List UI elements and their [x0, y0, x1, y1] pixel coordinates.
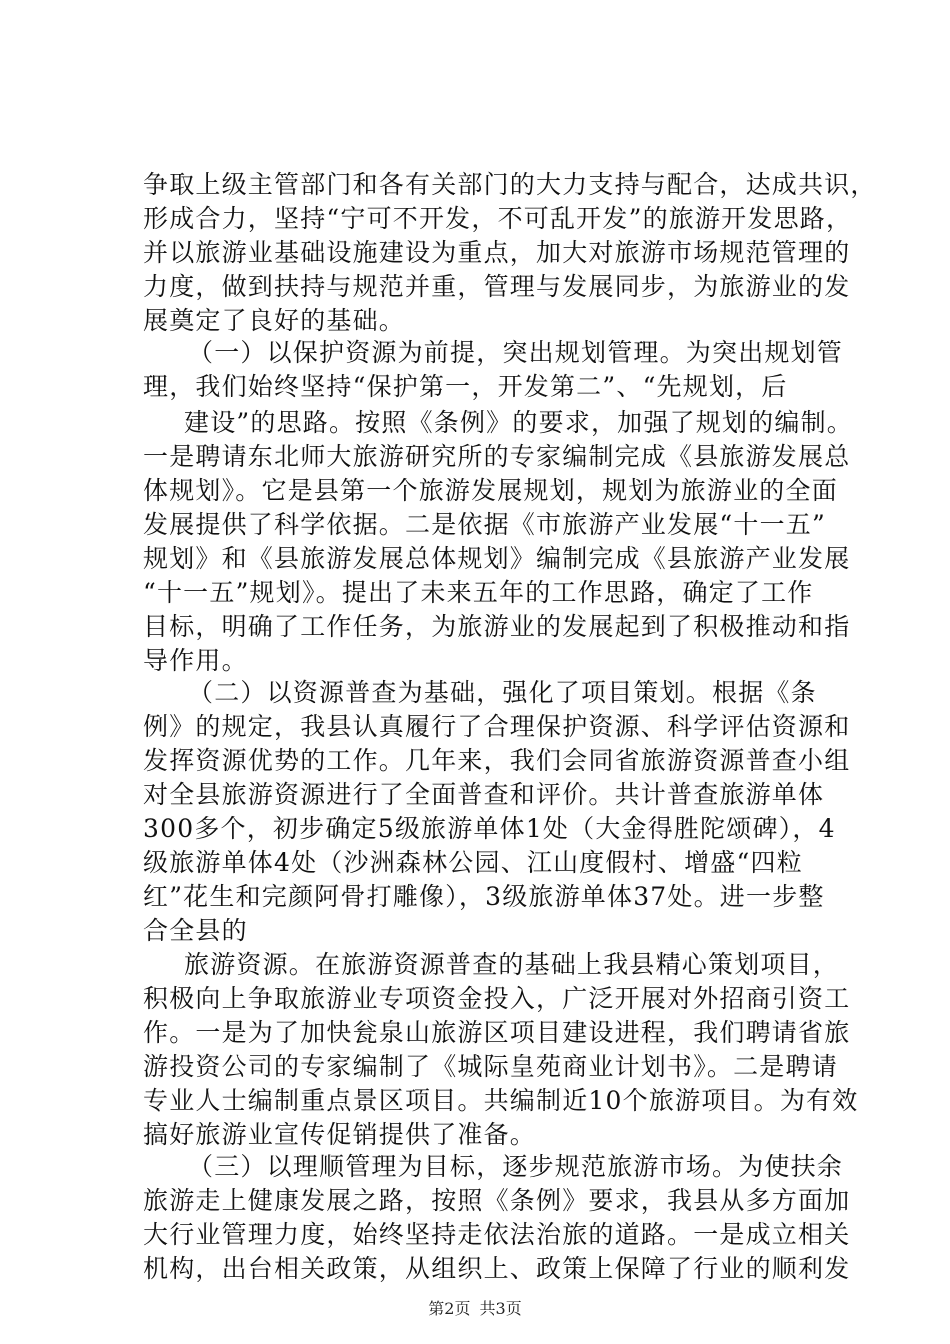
body-text-line: 作。一是为了加快瓮泉山旅游区项目建设进程，我们聘请省旅	[143, 1018, 851, 1047]
body-text-line: 级旅游单体4处（沙洲森林公园、江山度假村、增盛“四粒	[143, 848, 803, 877]
body-text-line: 体规划》。它是县第一个旅游发展规划，规划为旅游业的全面	[143, 476, 838, 505]
body-text-line: 导作用。	[143, 646, 248, 675]
body-text-line: 理，我们始终坚持“保护第一，开发第二”、“先规划，后	[143, 372, 788, 401]
body-text-line: 力度，做到扶持与规范并重，管理与发展同步，为旅游业的发	[143, 272, 851, 301]
body-text-line: 形成合力，坚持“宁可不开发，不可乱开发”的旅游开发思路，	[143, 204, 853, 233]
body-text-line: 游投资公司的专家编制了《城际皇苑商业计划书》。二是聘请	[143, 1052, 838, 1081]
body-text-line: 搞好旅游业宣传促销提供了准备。	[143, 1120, 537, 1149]
body-text-line: 积极向上争取旅游业专项资金投入，广泛开展对外招商引资工	[143, 984, 851, 1013]
page-number: 第2页	[428, 1299, 471, 1318]
body-text-line: 专业人士编制重点景区项目。共编制近10个旅游项目。为有效	[143, 1086, 859, 1115]
body-text-line: 发挥资源优势的工作。几年来，我们会同省旅游资源普查小组	[143, 746, 851, 775]
body-text-line: 目标，明确了工作任务，为旅游业的发展起到了积极推动和指	[143, 612, 851, 641]
body-text-line: 红”花生和完颜阿骨打雕像），3级旅游单体37处。进一步整	[143, 882, 825, 911]
body-text-line: 展奠定了良好的基础。	[143, 306, 406, 335]
body-text-line: 规划》和《县旅游发展总体规划》编制完成《县旅游产业发展	[143, 544, 851, 573]
section-two-heading-line: （二）以资源普查为基础，强化了项目策划。根据《条	[188, 678, 817, 707]
page-footer	[0, 1296, 950, 1319]
page-total: 共3页	[479, 1299, 522, 1318]
body-text-line: 建设”的思路。按照《条例》的要求，加强了规划的编制。	[184, 408, 853, 437]
body-text-line: 旅游走上健康发展之路，按照《条例》要求，我县从多方面加	[143, 1186, 851, 1215]
body-text-line: 并以旅游业基础设施建设为重点，加大对旅游市场规范管理的	[143, 238, 851, 267]
body-text-line: 旅游资源。在旅游资源普查的基础上我县精心策划项目，	[184, 950, 840, 979]
body-text-line: 发展提供了科学依据。二是依据《市旅游产业发展“十一五”	[143, 510, 826, 539]
body-text-line: “十一五”规划》。提出了未来五年的工作思路，确定了工作	[143, 578, 814, 607]
body-text-line: 300多个，初步确定5级旅游单体1处（大金得胜陀颂碑），4	[143, 814, 836, 843]
section-one-heading-line: （一）以保护资源为前提，突出规划管理。为突出规划管	[188, 338, 844, 367]
body-text-line: 大行业管理力度，始终坚持走依法治旅的道路。一是成立相关	[143, 1220, 851, 1249]
body-text-line: 一是聘请东北师大旅游研究所的专家编制完成《县旅游发展总	[143, 442, 851, 471]
body-text-line: 机构，出台相关政策，从组织上、政策上保障了行业的顺利发	[143, 1254, 851, 1283]
body-text-line: 例》的规定，我县认真履行了合理保护资源、科学评估资源和	[143, 712, 851, 741]
body-text-line: 争取上级主管部门和各有关部门的大力支持与配合，达成共识，	[143, 170, 877, 199]
body-text-line: 合全县的	[143, 916, 248, 945]
body-text-line: 对全县旅游资源进行了全面普查和评价。共计普查旅游单体	[143, 780, 825, 809]
section-three-heading-line: （三）以理顺管理为目标，逐步规范旅游市场。为使扶余	[188, 1152, 844, 1181]
